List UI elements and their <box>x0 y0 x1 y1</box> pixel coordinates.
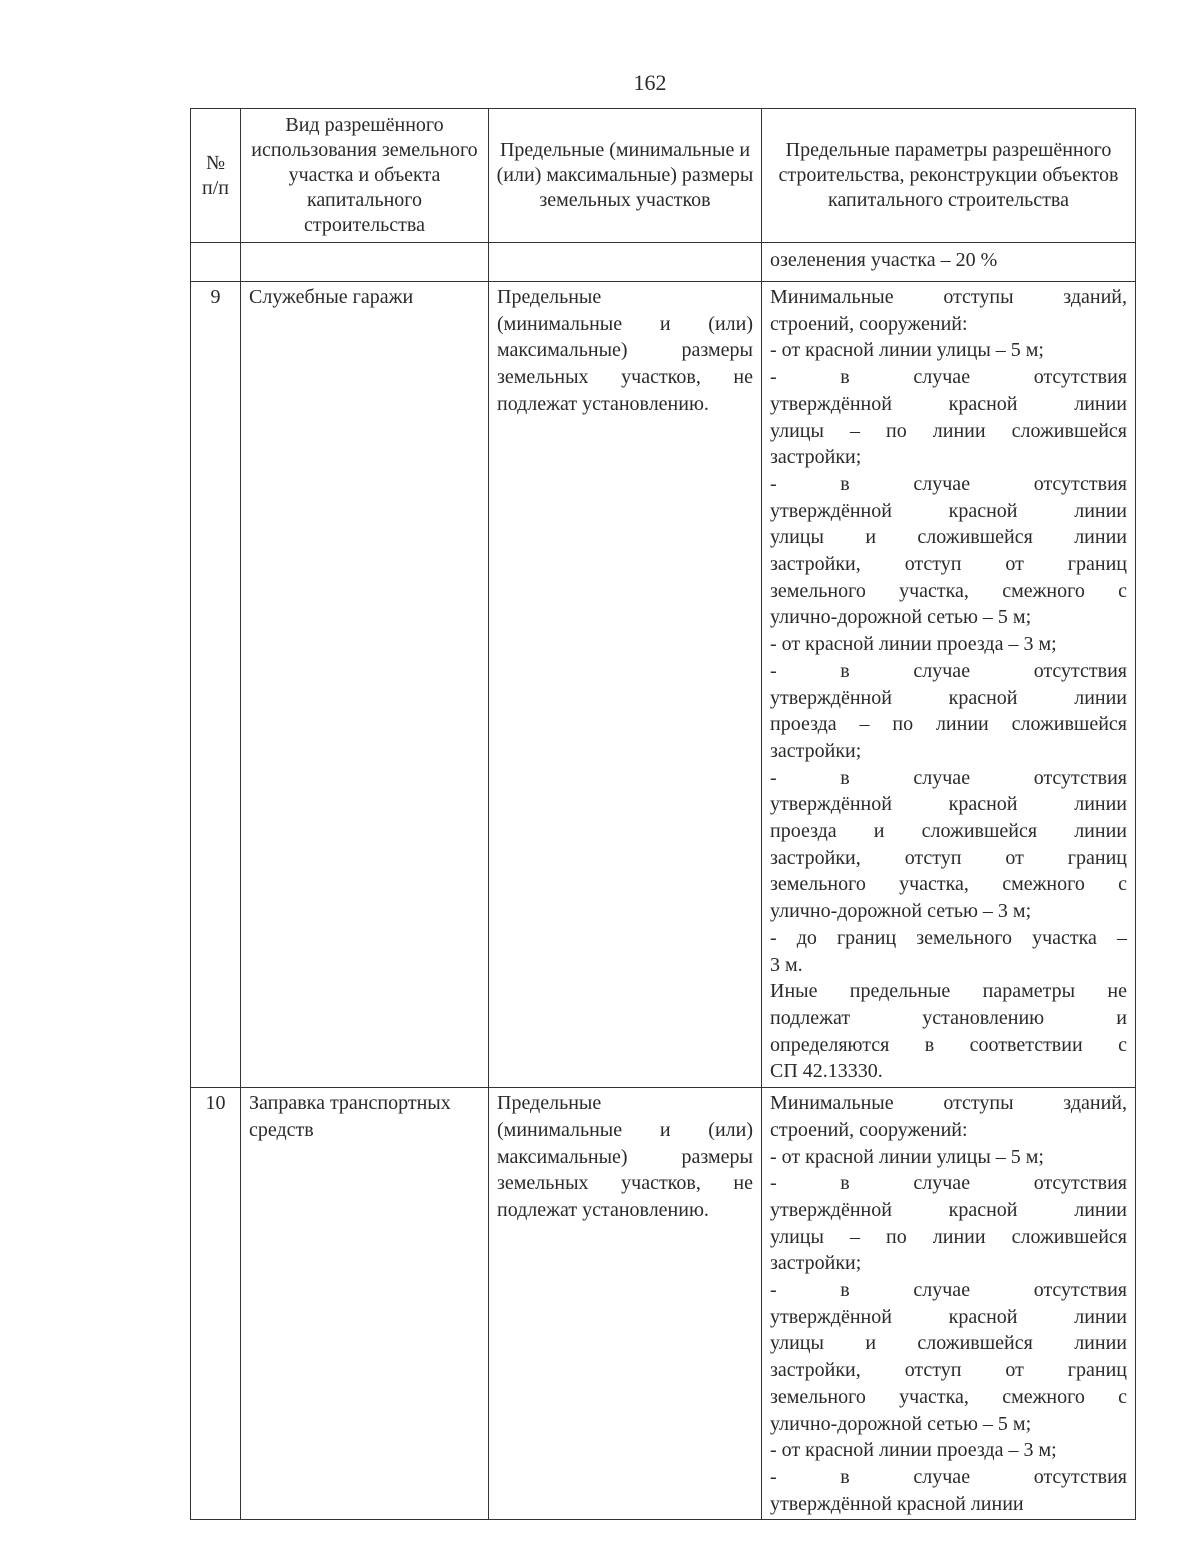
text-line: земельных участков, не <box>497 1172 753 1195</box>
text-line: Предельные <box>497 1092 602 1115</box>
text-line: Иные предельные параметры не <box>770 980 1127 1003</box>
text-line: СП 42.13330. <box>770 1060 883 1083</box>
text-line: - от красной линии улицы – 5 м; <box>770 1145 1044 1168</box>
header-building-params: Предельные параметры разрешённого строительства, реконструкции объектов капитального строительства <box>762 109 1136 243</box>
text-line: (минимальные и (или) <box>497 312 753 335</box>
text-line: - в случае отсутствия <box>770 1279 1127 1302</box>
row-use-type: Служебные гаражи <box>241 282 489 1088</box>
header-use-type: Вид разрешённого использования земельного участка и объекта капитального строительства <box>241 109 489 243</box>
text-line: - от красной линии улицы – 5 м; <box>770 339 1044 362</box>
regulations-table <box>190 108 1136 1520</box>
text-line: застройки, отступ от границ <box>770 1359 1127 1382</box>
text-line: земельного участка, смежного с <box>770 1385 1127 1408</box>
text-line: подлежат установлению. <box>497 392 709 415</box>
text-line: проезда и сложившейся линии <box>770 820 1127 843</box>
table-cell <box>191 243 241 282</box>
text-line: определяются в соответствии с <box>770 1033 1127 1056</box>
row-building-params <box>762 1088 1136 1520</box>
text-line: утверждённой красной линии <box>770 1305 1127 1328</box>
text-line: утверждённой красной линии <box>770 793 1127 816</box>
text-line: улицы – по линии сложившейся <box>770 1225 1127 1248</box>
text-line: улицы – по линии сложившейся <box>770 419 1127 442</box>
text-line: улично-дорожной сетью – 5 м; <box>770 1412 1032 1435</box>
text-line: - от красной линии проезда – 3 м; <box>770 633 1057 656</box>
text-line: улицы и сложившейся линии <box>770 1332 1127 1355</box>
text-line: подлежат установлению и <box>770 1006 1127 1029</box>
continuation-row <box>191 243 1136 282</box>
text-line: проезда – по линии сложившейся <box>770 713 1127 736</box>
row-plot-size <box>489 1088 762 1520</box>
table-cell <box>489 243 762 282</box>
row-number: 9 <box>191 282 241 1088</box>
continuation-text: озеленения участка – 20 % <box>762 243 1136 282</box>
text-line: Предельные <box>497 286 602 308</box>
table-row <box>191 282 1136 1088</box>
text-line: - от красной линии проезда – 3 м; <box>770 1439 1057 1462</box>
text-line: - в случае отсутствия <box>770 766 1127 789</box>
text-line: 3 м. <box>770 953 803 976</box>
text-line: максимальные) размеры <box>497 339 753 362</box>
text-line: Минимальные отступы зданий, <box>770 1092 1127 1115</box>
text-line: - в случае отсутствия <box>770 366 1127 389</box>
text-line: застройки, отступ от границ <box>770 846 1127 869</box>
header-number: № п/п <box>191 109 241 243</box>
text-line: утверждённой красной линии <box>770 1492 1024 1515</box>
text-line: строений, сооружений: <box>770 312 968 335</box>
row-building-params <box>762 282 1136 1088</box>
table-header-row <box>191 109 1136 243</box>
text-line: улицы и сложившейся линии <box>770 526 1127 549</box>
row-plot-size <box>489 282 762 1088</box>
text-line: - в случае отсутствия <box>770 1172 1127 1195</box>
text-line: улично-дорожной сетью – 5 м; <box>770 606 1032 629</box>
text-line: земельного участка, смежного с <box>770 873 1127 896</box>
text-line: - в случае отсутствия <box>770 1465 1127 1488</box>
row-number: 10 <box>191 1088 241 1520</box>
text-line: застройки; <box>770 739 862 762</box>
text-line: застройки; <box>770 1252 862 1275</box>
text-line: утверждённой красной линии <box>770 392 1127 415</box>
text-line: застройки, отступ от границ <box>770 553 1127 576</box>
text-line: Минимальные отступы зданий, <box>770 286 1127 308</box>
text-line: земельных участков, не <box>497 366 753 389</box>
table-cell <box>241 243 489 282</box>
text-line: - в случае отсутствия <box>770 472 1127 495</box>
row-use-type: Заправка транспортных средств <box>241 1088 489 1520</box>
text-line: утверждённой красной линии <box>770 499 1127 522</box>
page-number: 162 <box>633 70 667 95</box>
text-line: - до границ земельного участка – <box>770 926 1127 949</box>
text-line: максимальные) размеры <box>497 1145 753 1168</box>
text-line: застройки; <box>770 446 862 469</box>
text-line: утверждённой красной линии <box>770 686 1127 709</box>
text-line: строений, сооружений: <box>770 1118 968 1141</box>
table-row <box>191 1088 1136 1520</box>
header-plot-size: Предельные (минимальные и (или) максимальные) размеры земельных участков <box>489 109 762 243</box>
text-line: (минимальные и (или) <box>497 1118 753 1141</box>
text-line: подлежат установлению. <box>497 1198 709 1221</box>
text-line: - в случае отсутствия <box>770 659 1127 682</box>
text-line: утверждённой красной линии <box>770 1198 1127 1221</box>
text-line: земельного участка, смежного с <box>770 579 1127 602</box>
text-line: улично-дорожной сетью – 3 м; <box>770 900 1032 923</box>
